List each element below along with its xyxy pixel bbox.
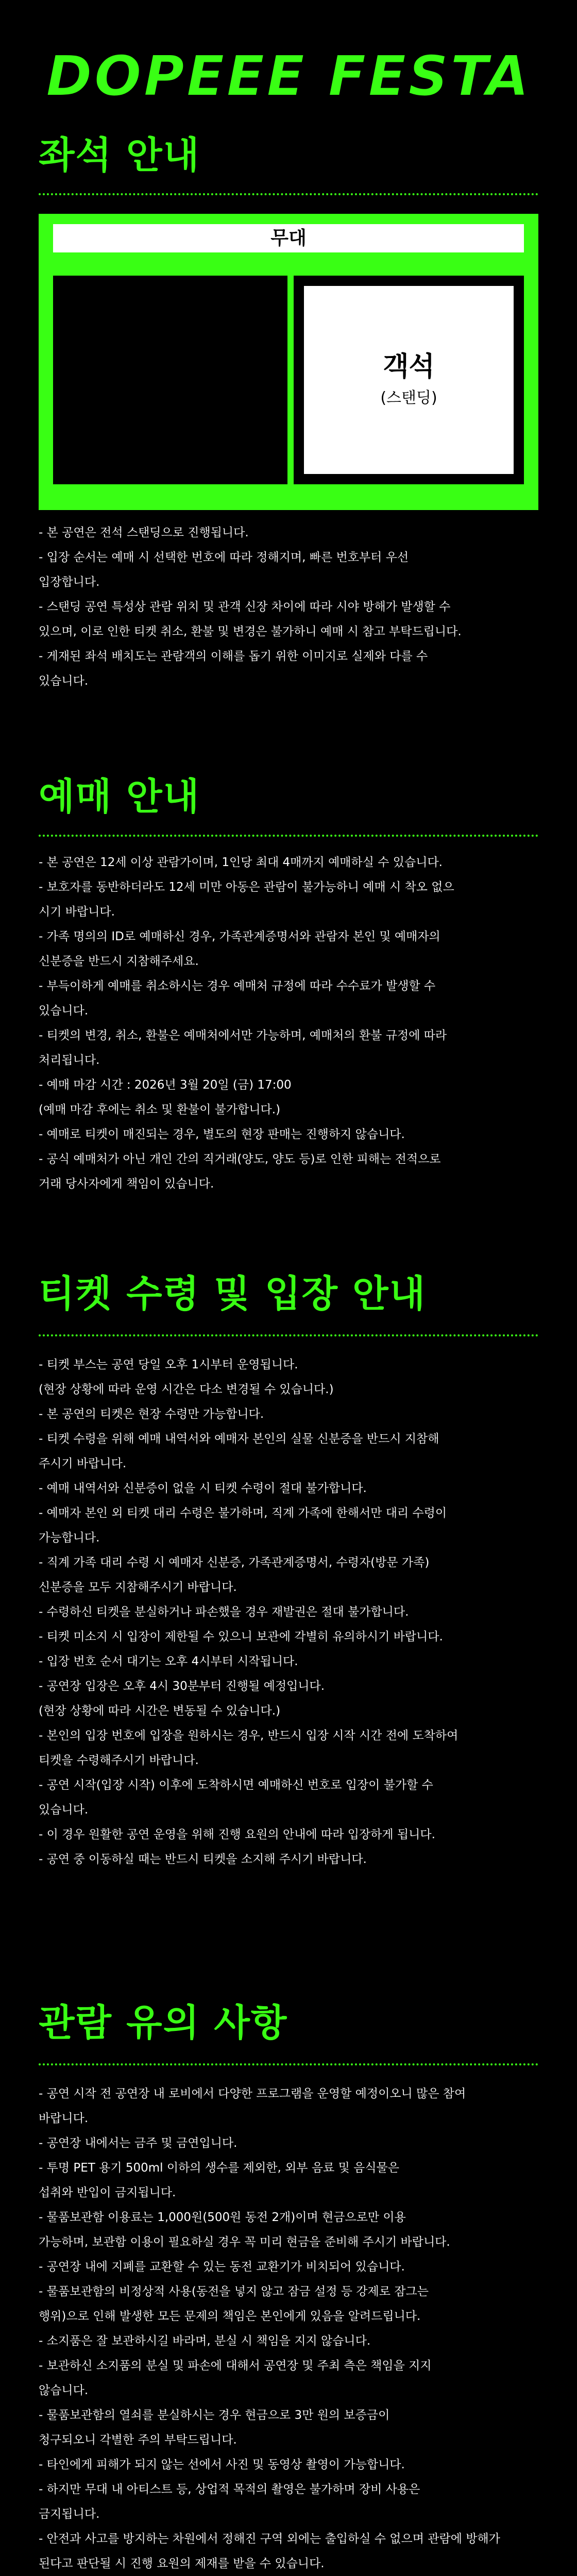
- note-line: - 하지만 무대 내 아티스트 등, 상업적 목적의 촬영은 불가하며 장비 사용은: [39, 2483, 420, 2496]
- note-line: 가능합니다.: [39, 1531, 100, 1545]
- note-line: - 공연 중 이동하실 때는 반드시 티켓을 소지해 주시기 바랍니다.: [39, 1853, 367, 1866]
- note-line: - 물품보관함 이용료는 1,000원(500원 동전 2개)이며 현금으로만 이용: [39, 2211, 406, 2224]
- note-line: - 공연장 내에서는 금주 및 금연입니다.: [39, 2137, 237, 2150]
- note-line: 신분증을 반드시 지참해주세요.: [39, 955, 199, 968]
- booking-heading: 예매 안내: [39, 775, 200, 818]
- note-line: 된다고 판단될 시 진행 요원의 제재를 받을 수 있습니다.: [39, 2557, 325, 2570]
- note-line: - 안전과 사고를 방지하는 차원에서 정해진 구역 외에는 출입하실 수 없으며 관람에 방해가: [39, 2532, 500, 2546]
- note-line: - 직계 가족 대리 수령 시 예매자 신분증, 가족관계증명서, 수령자(방문 가족): [39, 1556, 430, 1569]
- note-line: - 공식 예매처가 아닌 개인 간의 직거래(양도, 양도 등)로 인한 피해는 전적으로: [39, 1153, 441, 1166]
- note-line: - 본 공연은 12세 이상 관람가이며, 1인당 최대 4매까지 예매하실 수 있습니다.: [39, 856, 443, 869]
- note-line: - 티켓의 변경, 취소, 환불은 예매처에서만 가능하며, 예매처의 환불 규정에 따라: [39, 1029, 447, 1042]
- note-line: 바랍니다.: [39, 2112, 89, 2125]
- note-line: - 본인의 입장 번호에 입장을 원하시는 경우, 반드시 입장 시작 시간 전에 도착하여: [39, 1729, 459, 1742]
- note-line: 행위)으로 인해 발생한 모든 문제의 책임은 본인에게 있음을 알려드립니다.: [39, 2310, 421, 2323]
- divider: [39, 1334, 538, 1336]
- note-line: - 물품보관함의 비정상적 사용(동전을 넣지 않고 잠금 설정 등 강제로 잠그는: [39, 2285, 429, 2298]
- note-line: 티켓을 수령해주시기 바랍니다.: [39, 1754, 199, 1767]
- stage-label: 무대: [53, 224, 524, 252]
- seating-chart: [39, 214, 538, 510]
- note-line: - 본 공연은 전석 스탠딩으로 진행됩니다.: [39, 526, 249, 539]
- seating-left-block: [53, 276, 287, 484]
- note-line: - 예매 마감 시간 : 2026년 3월 20일 (금) 17:00: [39, 1078, 292, 1092]
- note-line: - 투명 PET 용기 500ml 이하의 생수를 제외한, 외부 음료 및 음식물은: [39, 2161, 399, 2175]
- note-line: (현장 상황에 따라 운영 시간은 다소 변경될 수 있습니다.): [39, 1383, 334, 1396]
- note-line: (현장 상황에 따라 시간은 변동될 수 있습니다.): [39, 1704, 281, 1718]
- note-line: 입장합니다.: [39, 575, 100, 589]
- note-line: 시기 바랍니다.: [39, 905, 115, 919]
- cautions-heading: 관람 유의 사항: [39, 2001, 288, 2044]
- note-line: 청구되오니 각별한 주의 부탁드립니다.: [39, 2433, 237, 2447]
- note-line: 거래 당사자에게 책임이 있습니다.: [39, 1177, 214, 1191]
- note-line: 신분증을 모두 지참해주시기 바랍니다.: [39, 1581, 237, 1594]
- note-line: 주시기 바랍니다.: [39, 1457, 127, 1470]
- seating-notes: [39, 520, 538, 693]
- note-line: - 가족 명의의 ID로 예매하신 경우, 가족관계증명서와 관람자 본인 및 예매자의: [39, 930, 440, 943]
- note-line: - 티켓 부스는 공연 당일 오후 1시부터 운영됩니다.: [39, 1358, 298, 1371]
- note-line: 섭취와 반입이 금지됩니다.: [39, 2186, 176, 2199]
- tickets-notes: [39, 1352, 538, 1872]
- note-line: - 공연 시작(입장 시작) 이후에 도착하시면 예매하신 번호로 입장이 불가할 수: [39, 1778, 433, 1792]
- note-line: - 물품보관함의 열쇠를 분실하시는 경우 현금으로 3만 원의 보증금이: [39, 2409, 390, 2422]
- tickets-heading: 티켓 수령 및 입장 안내: [39, 1272, 427, 1315]
- standing-area: [294, 276, 524, 484]
- note-line: - 보호자를 동반하더라도 12세 미만 아동은 관람이 불가능하니 예매 시 착오 없으: [39, 880, 454, 894]
- note-line: (예매 마감 후에는 취소 및 환불이 불가합니다.): [39, 1103, 281, 1116]
- note-line: - 게재된 좌석 배치도는 관람객의 이해를 돕기 위한 이미지로 실제와 다를 수: [39, 650, 428, 663]
- note-line: - 수령하신 티켓을 분실하거나 파손했을 경우 재발권은 절대 불가합니다.: [39, 1605, 409, 1619]
- note-line: - 공연장 내에 지폐를 교환할 수 있는 동전 교환기가 비치되어 있습니다.: [39, 2260, 405, 2274]
- note-line: - 예매로 티켓이 매진되는 경우, 별도의 현장 판매는 진행하지 않습니다.: [39, 1128, 405, 1141]
- note-line: - 이 경우 원활한 공연 운영을 위해 진행 요원의 안내에 따라 입장하게 됩니다.: [39, 1828, 435, 1841]
- divider: [39, 193, 538, 195]
- note-line: - 입장 순서는 예매 시 선택한 번호에 따라 정해지며, 빠른 번호부터 우선: [39, 551, 409, 564]
- note-line: 있습니다.: [39, 1803, 89, 1817]
- note-line: 처리됩니다.: [39, 1054, 100, 1067]
- note-line: 있으며, 이로 인한 티켓 취소, 환불 및 변경은 불가하니 예매 시 참고 부탁드립니다.: [39, 625, 462, 638]
- note-line: - 본 공연의 티켓은 현장 수령만 가능합니다.: [39, 1408, 264, 1421]
- note-line: 있습니다.: [39, 1004, 89, 1018]
- standing-area-box: [304, 286, 514, 474]
- note-line: - 스탠딩 공연 특성상 관람 위치 및 관객 신장 차이에 따라 시야 방해가 발생할 수: [39, 600, 451, 614]
- divider: [39, 2063, 538, 2065]
- note-line: - 예매 내역서와 신분증이 없을 시 티켓 수령이 절대 불가합니다.: [39, 1482, 367, 1495]
- note-line: 금지됩니다.: [39, 2507, 100, 2521]
- note-line: - 티켓 미소지 시 입장이 제한될 수 있으니 보관에 각별히 유의하시기 바랍니다.: [39, 1630, 443, 1643]
- note-line: - 티켓 수령을 위해 예매 내역서와 예매자 본인의 실물 신분증을 반드시 지참해: [39, 1432, 439, 1446]
- cautions-notes: [39, 2081, 538, 2576]
- note-line: 않습니다.: [39, 2384, 89, 2397]
- note-line: - 부득이하게 예매를 취소하시는 경우 예매처 규정에 따라 수수료가 발생할 수: [39, 979, 436, 993]
- note-line: - 공연 시작 전 공연장 내 로비에서 다양한 프로그램을 운영할 예정이오니 많은 참여: [39, 2087, 466, 2100]
- divider: [39, 835, 538, 837]
- note-line: 가능하며, 보관함 이용이 필요하실 경우 꼭 미리 현금을 준비해 주시기 바랍니다.: [39, 2235, 450, 2249]
- seating-heading: 좌석 안내: [39, 133, 200, 177]
- booking-notes: [39, 850, 538, 1196]
- note-line: 있습니다.: [39, 674, 89, 688]
- note-line: - 예매자 본인 외 티켓 대리 수령은 불가하며, 직계 가족에 한해서만 대리 수령이: [39, 1506, 447, 1520]
- note-line: - 보관하신 소지품의 분실 및 파손에 대해서 공연장 및 주최 측은 책임을 지지: [39, 2359, 432, 2372]
- note-line: - 소지품은 잘 보관하시길 바라며, 분실 시 책임을 지지 않습니다.: [39, 2334, 371, 2348]
- event-title: DOPEEE FESTA: [46, 44, 531, 109]
- note-line: - 입장 번호 순서 대기는 오후 4시부터 시작됩니다.: [39, 1655, 298, 1668]
- standing-label: 객석: [383, 351, 435, 382]
- standing-sub-label: (스탠딩): [380, 389, 437, 408]
- note-line: - 타인에게 피해가 되지 않는 선에서 사진 및 동영상 촬영이 가능합니다.: [39, 2458, 405, 2471]
- note-line: - 공연장 입장은 오후 4시 30분부터 진행될 예정입니다.: [39, 1680, 325, 1693]
